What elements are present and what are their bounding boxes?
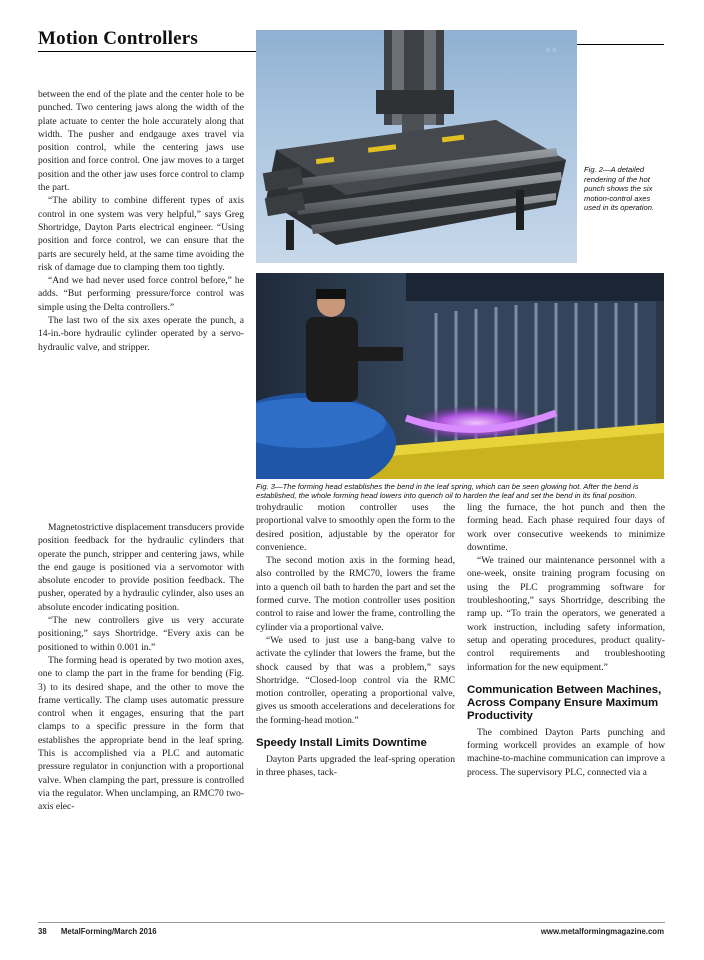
paragraph: “We trained our maintenance personnel with a one-week, onsite training program focusing on using the PLC programming software for troubleshooting,” says Shortridge, describing the ramp up. “To train the operators, we generated a work instruction, including safety information, setup and operating procedures, product quality-control requirements and troubleshooting information for the new equipment.” [467, 555, 665, 673]
paragraph: Magnetostrictive displacement transducers provide position feedback for the hydraulic cylinders that operate the punch, stripper and centering jaws, while the end gauge is positioned via a servomotor with absolute encoder to provide position feedback. The pusher, operated by a hydraulic cylinder, also uses an absolute encoder indicating position. [38, 522, 244, 613]
article-column-3 [467, 501, 665, 779]
forming-head-photo [256, 273, 664, 479]
hot-punch-rendering [256, 30, 577, 263]
paragraph: “The ability to combine different types of axis control in one system was very helpful,” says Greg Shortridge, Dayton Parts electrical engineer. “Using position and force control, we can ensure that the parts are securely held, at the same time avoiding the risk of damage due to clamping them too tightly. [38, 195, 244, 273]
photo-watermark: ○ ○ [546, 47, 557, 54]
article-column-2 [256, 501, 455, 780]
paragraph: The forming head is operated by two motion axes, one to clamp the part in the frame for bending (Fig. 3) to its desired shape, and the other to move the frame vertically. The clamp uses automatic pressure control when it engages, ensuring that the part clamps to a specific pressure in the form that establishes the appropriate bend in the leaf spring. This is accomplished via a PLC and automatic pressure regulator in conjunction with a proportional valve. When clamping the part, pressure is controlled via the regulator. When unclamping, an RMC70 two-axis elec- [38, 654, 244, 813]
fig2-caption: Fig. 2—A detailed rendering of the hot punch shows the six motion-control axes used in its operation. [584, 165, 655, 212]
paragraph: The combined Dayton Parts punching and forming workcell provides an example of how machine-to-machine communication can improve a process. The supervisory PLC, connected via a [467, 726, 665, 778]
paragraph: The second motion axis in the forming head, also controlled by the RMC70, lowers the frame into a quench oil bath to harden the part and set the formed curve. The motion controller uses position control to raise and lower the frame, controlling the cylinder via a proportional valve. [256, 555, 455, 633]
section-title: Motion Controllers [38, 28, 198, 49]
fig2-photo [256, 30, 577, 263]
article-column-1-lower [38, 521, 244, 814]
subhead-speedy-install: Speedy Install Limits Downtime [256, 737, 427, 750]
footer-left [38, 927, 157, 936]
fig3-caption: Fig. 3—The forming head establishes the bend in the leaf spring, which can be seen glowing hot. After the bend is established, the whole forming head lowers into quench oil to harden the leaf and set the bend in its final position. [256, 482, 639, 501]
title-rule [38, 51, 264, 52]
paragraph: Dayton Parts upgraded the leaf-spring operation in three phases, tack- [256, 754, 455, 779]
article-column-1 [38, 88, 244, 354]
paragraph: trohydraulic motion controller uses the proportional valve to smoothly open the form to the desired position, adjustable by the operator for convenience. [256, 502, 455, 553]
magazine-issue: MetalForming/March 2016 [60, 927, 157, 936]
paragraph: ling the furnace, the hot punch and then the forming head. Each phase required four days of work over consecutive weekends to minimize downtime. [467, 502, 665, 553]
paragraph: “We used to just use a bang-bang valve to activate the cylinder that lowers the frame, but the shock caused by that was a problem,” says Shortridge. “Closed-loop control via the RMC motion controller, operating a proportional valve, gives us smooth accelerations and decelerations for the forming-head motion.” [256, 634, 455, 726]
subhead-communication: Communication Between Machines, Across Company Ensure Maximum Productivity [467, 683, 662, 722]
footer-website[interactable]: www.metalformingmagazine.com [540, 927, 664, 936]
footer-rule [38, 922, 665, 923]
paragraph: between the end of the plate and the center hole to be punched. Two centering jaws along the width of the plate actuate to center the hole accurately along that width. The pusher and endgauge axes travel via position control, while the centering jaws use position and force control. One jaw moves to a target position and the other jaw uses force control to clamp the part. [38, 89, 244, 194]
paragraph: “The new controllers give us very accurate positioning,” says Shortridge. “Every axis can be positioned to within 0.001 in.” [38, 615, 244, 653]
paragraph: “And we had never used force control before,” he adds. “But performing pressure/force control was simple using the Delta controllers.” [38, 275, 244, 313]
paragraph: The last two of the six axes operate the punch, a 14-in.-bore hydraulic cylinder operated by a servo-hydraulic valve, and stripper. [38, 315, 244, 353]
fig3-photo [256, 273, 664, 479]
title-rule-right [577, 44, 664, 45]
page-number: 38 [38, 927, 47, 936]
